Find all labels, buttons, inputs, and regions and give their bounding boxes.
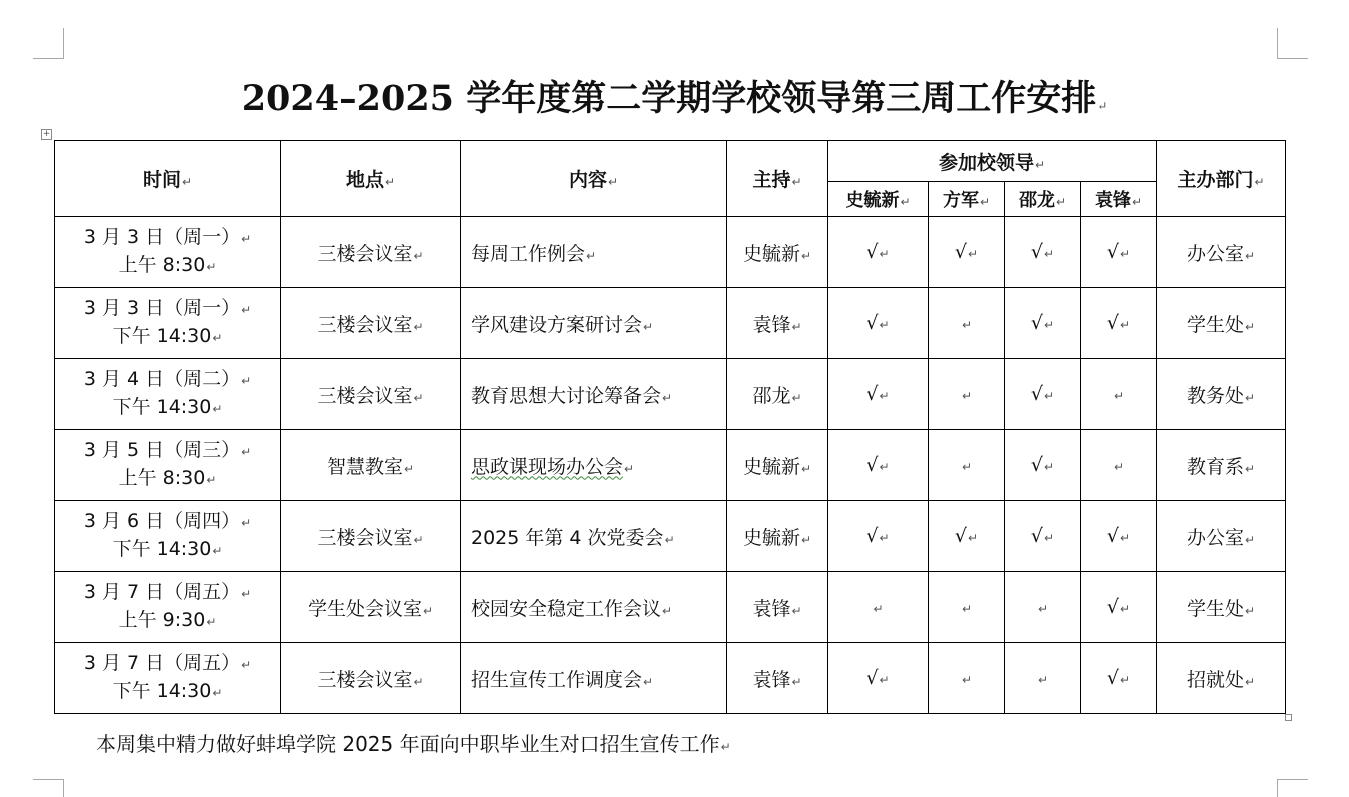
cell-attend-4: √↵ <box>1081 643 1157 714</box>
cell-location: 三楼会议室↵ <box>281 501 461 572</box>
cell-datetime: 3 月 7 日（周五）↵ 上午 9:30↵ <box>55 572 281 643</box>
cell-host: 邵龙↵ <box>727 359 828 430</box>
paragraph-mark-icon: ↵ <box>1244 319 1256 334</box>
header-leader-4: 袁锋↵ <box>1081 182 1157 217</box>
paragraph-mark-icon: ↵ <box>961 460 973 474</box>
cell-attend-2 <box>929 288 1005 359</box>
paragraph-mark-icon: ↵ <box>791 319 802 334</box>
cell-host: 史毓新↵ <box>727 430 828 501</box>
paragraph-mark-icon: ↵ <box>800 461 812 476</box>
paragraph-mark-icon: ↵ <box>1037 602 1049 616</box>
paragraph-mark-icon: ↵ <box>1244 248 1256 263</box>
cell-attend-1: √↵ <box>828 359 929 430</box>
paragraph-mark-icon: ↵ <box>791 603 802 618</box>
cell-datetime: 3 月 6 日（周四）↵ 下午 14:30↵ <box>55 501 281 572</box>
paragraph-mark-icon: ↵ <box>241 303 252 317</box>
cell-content: 2025 年第 4 次党委会↵ <box>461 501 727 572</box>
cell-host: 史毓新↵ <box>727 501 828 572</box>
paragraph-mark-icon: ↵ <box>800 532 812 547</box>
paragraph-mark-icon: ↵ <box>212 331 223 345</box>
cell-attend-3: √↵ <box>1005 217 1081 288</box>
paragraph-mark-icon: ↵ <box>968 247 979 261</box>
paragraph-mark-icon: ↵ <box>791 175 802 189</box>
cell-location: 三楼会议室↵ <box>281 643 461 714</box>
cell-attend-1: √↵ <box>828 288 929 359</box>
paragraph-mark-icon: ↵ <box>1113 389 1125 403</box>
paragraph-mark-icon: ↵ <box>664 532 675 547</box>
cell-location: 三楼会议室↵ <box>281 359 461 430</box>
paragraph-mark-icon: ↵ <box>643 319 654 334</box>
paragraph-mark-icon: ↵ <box>1254 175 1265 189</box>
paragraph-mark-icon: ↵ <box>879 247 890 261</box>
paragraph-mark-icon: ↵ <box>961 673 973 687</box>
cell-department: 教育系↵ <box>1157 430 1286 501</box>
paragraph-mark-icon: ↵ <box>873 602 884 616</box>
table-row <box>55 430 1286 501</box>
paragraph-mark-icon: ↵ <box>791 390 802 405</box>
paragraph-mark-icon: ↵ <box>961 389 973 403</box>
header-department: 主办部门↵ <box>1157 141 1286 217</box>
paragraph-mark-icon: ↵ <box>1097 99 1108 113</box>
paragraph-mark-icon: ↵ <box>961 602 973 616</box>
cell-attend-2: √↵ <box>929 501 1005 572</box>
document-title: 2024–2025 学年度第二学期学校领导第三周工作安排↵ <box>241 78 1108 119</box>
paragraph-mark-icon: ↵ <box>241 374 252 388</box>
paragraph-mark-icon: ↵ <box>800 248 812 263</box>
paragraph-mark-icon: ↵ <box>643 674 654 689</box>
paragraph-mark-icon: ↵ <box>1044 531 1055 545</box>
header-content: 内容↵ <box>461 141 727 217</box>
cell-attend-3: √↵ <box>1005 501 1081 572</box>
cell-host: 袁锋↵ <box>727 572 828 643</box>
paragraph-mark-icon: ↵ <box>413 319 424 334</box>
crop-mark-bottom-left <box>33 779 64 797</box>
table-row <box>55 572 1286 643</box>
cell-datetime: 3 月 3 日（周一）↵ 上午 8:30↵ <box>55 217 281 288</box>
paragraph-mark-icon: ↵ <box>206 615 217 629</box>
cell-location: 学生处会议室↵ <box>281 572 461 643</box>
paragraph-mark-icon: ↵ <box>413 248 424 263</box>
paragraph-mark-icon: ↵ <box>241 587 252 601</box>
cell-host: 袁锋↵ <box>727 643 828 714</box>
cell-datetime: 3 月 5 日（周三）↵ 上午 8:30↵ <box>55 430 281 501</box>
table-move-handle-icon[interactable]: + <box>42 129 51 139</box>
crop-mark-top-right <box>1277 28 1308 59</box>
paragraph-mark-icon: ↵ <box>1244 390 1256 405</box>
paragraph-mark-icon: ↵ <box>1120 247 1131 261</box>
cell-host: 袁锋↵ <box>727 288 828 359</box>
table-row <box>55 288 1286 359</box>
header-leader-2: 方军↵ <box>929 182 1005 217</box>
cell-datetime: 3 月 3 日（周一）↵ 下午 14:30↵ <box>55 288 281 359</box>
paragraph-mark-icon: ↵ <box>422 603 434 618</box>
paragraph-mark-icon: ↵ <box>607 175 619 189</box>
footer-note: 本周集中精力做好蚌埠学院 2025 年面向中职毕业生对口招生宣传工作↵ <box>96 732 731 756</box>
paragraph-mark-icon: ↵ <box>1244 674 1256 689</box>
table-row <box>55 359 1286 430</box>
cell-department: 学生处↵ <box>1157 288 1286 359</box>
paragraph-mark-icon: ↵ <box>879 460 890 474</box>
cell-attend-3 <box>1005 572 1081 643</box>
cell-attend-3: √↵ <box>1005 430 1081 501</box>
cell-content: 教育思想大讨论筹备会↵ <box>461 359 727 430</box>
paragraph-mark-icon: ↵ <box>961 318 973 332</box>
paragraph-mark-icon: ↵ <box>586 248 597 263</box>
table-resize-handle-icon[interactable] <box>1285 714 1292 721</box>
cell-attend-3 <box>1005 643 1081 714</box>
paragraph-mark-icon: ↵ <box>1120 531 1131 545</box>
paragraph-mark-icon: ↵ <box>1120 318 1131 332</box>
paragraph-mark-icon: ↵ <box>662 603 673 618</box>
paragraph-mark-icon: ↵ <box>206 473 217 487</box>
paragraph-mark-icon: ↵ <box>720 740 731 754</box>
cell-department: 招就处↵ <box>1157 643 1286 714</box>
paragraph-mark-icon: ↵ <box>241 658 252 672</box>
crop-mark-top-left <box>33 28 64 59</box>
paragraph-mark-icon: ↵ <box>1120 673 1131 687</box>
paragraph-mark-icon: ↵ <box>212 544 223 558</box>
cell-department: 学生处↵ <box>1157 572 1286 643</box>
header-leaders: 参加校领导↵ <box>828 141 1157 182</box>
table-row <box>55 643 1286 714</box>
cell-datetime: 3 月 7 日（周五）↵ 下午 14:30↵ <box>55 643 281 714</box>
table-row <box>55 501 1286 572</box>
cell-content: 校园安全稳定工作会议↵ <box>461 572 727 643</box>
paragraph-mark-icon: ↵ <box>241 516 252 530</box>
cell-attend-2 <box>929 643 1005 714</box>
paragraph-mark-icon: ↵ <box>413 532 424 547</box>
cell-department: 教务处↵ <box>1157 359 1286 430</box>
paragraph-mark-icon: ↵ <box>1113 460 1125 474</box>
paragraph-mark-icon: ↵ <box>212 686 223 700</box>
paragraph-mark-icon: ↵ <box>879 673 890 687</box>
cell-attend-4: √↵ <box>1081 572 1157 643</box>
cell-department: 办公室↵ <box>1157 217 1286 288</box>
paragraph-mark-icon: ↵ <box>212 402 223 416</box>
header-row <box>55 141 1286 182</box>
paragraph-mark-icon: ↵ <box>879 389 890 403</box>
cell-department: 办公室↵ <box>1157 501 1286 572</box>
paragraph-mark-icon: ↵ <box>241 445 252 459</box>
cell-attend-4: √↵ <box>1081 217 1157 288</box>
paragraph-mark-icon: ↵ <box>1037 673 1049 687</box>
cell-attend-1: √↵ <box>828 501 929 572</box>
paragraph-mark-icon: ↵ <box>791 674 802 689</box>
cell-attend-2 <box>929 430 1005 501</box>
cell-content: 每周工作例会↵ <box>461 217 727 288</box>
paragraph-mark-icon: ↵ <box>900 195 911 209</box>
cell-attend-2 <box>929 359 1005 430</box>
cell-location: 三楼会议室↵ <box>281 288 461 359</box>
cell-host: 史毓新↵ <box>727 217 828 288</box>
cell-attend-3: √↵ <box>1005 359 1081 430</box>
paragraph-mark-icon: ↵ <box>1044 460 1055 474</box>
cell-attend-3: √↵ <box>1005 288 1081 359</box>
cell-content: 思政课现场办公会↵ <box>461 430 727 501</box>
cell-attend-4 <box>1081 359 1157 430</box>
cell-attend-1: √↵ <box>828 430 929 501</box>
cell-content: 学风建设方案研讨会↵ <box>461 288 727 359</box>
paragraph-mark-icon: ↵ <box>1044 318 1055 332</box>
paragraph-mark-icon: ↵ <box>1120 602 1131 616</box>
paragraph-mark-icon: ↵ <box>413 390 424 405</box>
paragraph-mark-icon: ↵ <box>1131 195 1143 209</box>
paragraph-mark-icon: ↵ <box>1044 247 1055 261</box>
paragraph-mark-icon: ↵ <box>181 175 193 189</box>
paragraph-mark-icon: ↵ <box>384 175 396 189</box>
cell-location: 三楼会议室↵ <box>281 217 461 288</box>
cell-attend-1 <box>828 572 929 643</box>
cell-attend-1: √↵ <box>828 643 929 714</box>
cell-attend-1: √↵ <box>828 217 929 288</box>
table-row <box>55 217 1286 288</box>
paragraph-mark-icon: ↵ <box>1034 157 1046 172</box>
header-time: 时间↵ <box>55 141 281 217</box>
paragraph-mark-icon: ↵ <box>206 260 217 274</box>
cell-attend-4 <box>1081 430 1157 501</box>
cell-attend-4: √↵ <box>1081 288 1157 359</box>
paragraph-mark-icon: ↵ <box>879 531 890 545</box>
cell-location: 智慧教室↵ <box>281 430 461 501</box>
paragraph-mark-icon: ↵ <box>241 232 252 246</box>
paragraph-mark-icon: ↵ <box>1244 532 1256 547</box>
cell-attend-2 <box>929 572 1005 643</box>
paragraph-mark-icon: ↵ <box>624 461 635 476</box>
paragraph-mark-icon: ↵ <box>968 531 979 545</box>
paragraph-mark-icon: ↵ <box>879 318 890 332</box>
header-host: 主持↵ <box>727 141 828 217</box>
paragraph-mark-icon: ↵ <box>1244 461 1256 476</box>
paragraph-mark-icon: ↵ <box>979 195 991 209</box>
header-leader-1: 史毓新↵ <box>828 182 929 217</box>
cell-attend-2: √↵ <box>929 217 1005 288</box>
paragraph-mark-icon: ↵ <box>403 461 415 476</box>
schedule-table <box>54 140 1286 714</box>
header-leader-3: 邵龙↵ <box>1005 182 1081 217</box>
paragraph-mark-icon: ↵ <box>1244 603 1256 618</box>
cell-content: 招生宣传工作调度会↵ <box>461 643 727 714</box>
paragraph-mark-icon: ↵ <box>1044 389 1055 403</box>
paragraph-mark-icon: ↵ <box>413 674 424 689</box>
paragraph-mark-icon: ↵ <box>1055 195 1067 209</box>
crop-mark-bottom-right <box>1277 779 1308 797</box>
cell-datetime: 3 月 4 日（周二）↵ 下午 14:30↵ <box>55 359 281 430</box>
paragraph-mark-icon: ↵ <box>662 390 673 405</box>
header-location: 地点↵ <box>281 141 461 217</box>
cell-attend-4: √↵ <box>1081 501 1157 572</box>
